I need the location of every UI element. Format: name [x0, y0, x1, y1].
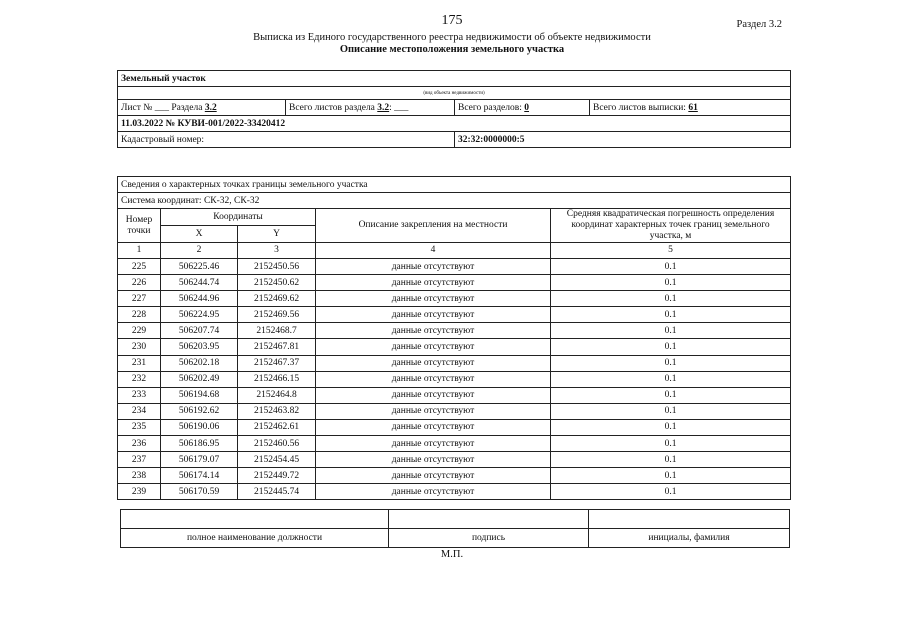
- coord-x: 506202.18: [161, 355, 238, 371]
- point-error: 0.1: [551, 419, 791, 435]
- point-error: 0.1: [551, 307, 791, 323]
- col-y-header: Y: [238, 226, 316, 243]
- coord-x: 506224.95: [161, 307, 238, 323]
- table-row: [118, 259, 791, 275]
- document-title: Выписка из Единого государственного реестра недвижимости об объекте недвижимости: [253, 32, 651, 43]
- coord-y: 2152450.62: [238, 275, 316, 291]
- coord-x: 506203.95: [161, 339, 238, 355]
- point-number: 229: [118, 323, 161, 339]
- point-description: данные отсутствуют: [316, 484, 551, 500]
- coord-y: 2152454.45: [238, 452, 316, 468]
- position-blank: [121, 510, 389, 529]
- total-sheets-value: 61: [688, 102, 698, 113]
- col-index-1: 1: [118, 243, 161, 259]
- point-error: 0.1: [551, 275, 791, 291]
- point-number: 225: [118, 259, 161, 275]
- coord-system: Система координат: СК-32, СК-32: [118, 193, 791, 209]
- document-subtitle: Описание местоположения земельного участка: [339, 44, 565, 55]
- point-error: 0.1: [551, 484, 791, 500]
- coord-x: 506186.95: [161, 436, 238, 452]
- total-sheets-section-label: Всего листов раздела: [289, 102, 375, 113]
- coord-x: 506194.68: [161, 387, 238, 403]
- coord-y: 2152469.62: [238, 291, 316, 307]
- coord-y: 2152449.72: [238, 468, 316, 484]
- coord-y: 2152463.82: [238, 403, 316, 419]
- section-prefix: Раздела: [171, 102, 203, 113]
- sheet-label: Лист №: [121, 102, 153, 113]
- table-row: [118, 275, 791, 291]
- coord-x: 506207.74: [161, 323, 238, 339]
- table-row: [118, 307, 791, 323]
- point-number: 227: [118, 291, 161, 307]
- col-index-5: 5: [551, 243, 791, 259]
- point-number: 232: [118, 371, 161, 387]
- total-sheets-label: Всего листов выписки:: [593, 102, 686, 113]
- total-sheets-section-cell: Всего листов раздела 3.2: ___: [286, 100, 455, 116]
- table-row: [118, 387, 791, 403]
- point-error: 0.1: [551, 371, 791, 387]
- col-error-header: Средняя квадратическая погрешность определения координат характерных точек границ земельного участка, м: [551, 209, 791, 243]
- point-description: данные отсутствуют: [316, 323, 551, 339]
- point-number: 239: [118, 484, 161, 500]
- cadastral-label: Кадастровый номер:: [118, 132, 455, 148]
- section-value: 3.2: [204, 102, 217, 113]
- coord-y: 2152468.7: [238, 323, 316, 339]
- signature-table: [120, 509, 790, 548]
- coord-y: 2152462.61: [238, 419, 316, 435]
- coord-y: 2152460.56: [238, 436, 316, 452]
- header-table: [117, 70, 791, 148]
- col-x-header: X: [161, 226, 238, 243]
- point-description: данные отсутствуют: [316, 387, 551, 403]
- points-title: Сведения о характерных точках границы земельного участка: [118, 177, 791, 193]
- col-index-2: 2: [161, 243, 238, 259]
- coord-y: 2152469.56: [238, 307, 316, 323]
- point-description: данные отсутствуют: [316, 403, 551, 419]
- cadastral-value: 32:32:0000000:5: [455, 132, 791, 148]
- coord-y: 2152467.37: [238, 355, 316, 371]
- point-description: данные отсутствуют: [316, 436, 551, 452]
- point-description: данные отсутствуют: [316, 291, 551, 307]
- coord-y: 2152466.15: [238, 371, 316, 387]
- coord-x: 506225.46: [161, 259, 238, 275]
- point-number: 231: [118, 355, 161, 371]
- point-number: 230: [118, 339, 161, 355]
- section-label: Раздел 3.2: [736, 19, 782, 30]
- coord-y: 2152450.56: [238, 259, 316, 275]
- sheet-number-cell: Лист № ___ Раздела 3.2: [118, 100, 286, 116]
- table-row: [118, 355, 791, 371]
- point-description: данные отсутствуют: [316, 339, 551, 355]
- point-description: данные отсутствуют: [316, 419, 551, 435]
- point-error: 0.1: [551, 259, 791, 275]
- total-sheets-section-value: 3.2: [377, 102, 390, 113]
- point-description: данные отсутствуют: [316, 468, 551, 484]
- table-row: [118, 419, 791, 435]
- point-number: 238: [118, 468, 161, 484]
- point-error: 0.1: [551, 323, 791, 339]
- coord-x: 506174.14: [161, 468, 238, 484]
- signature-blank: [389, 510, 589, 529]
- points-table: [117, 176, 791, 500]
- point-number: 237: [118, 452, 161, 468]
- total-sections-value: 0: [524, 102, 530, 113]
- name-blank: [589, 510, 790, 529]
- point-number: 234: [118, 403, 161, 419]
- col-index-3: 3: [238, 243, 316, 259]
- point-description: данные отсутствуют: [316, 452, 551, 468]
- point-error: 0.1: [551, 291, 791, 307]
- stamp-label: М.П.: [440, 549, 464, 560]
- point-description: данные отсутствуют: [316, 275, 551, 291]
- table-row: [118, 371, 791, 387]
- page-number: 175: [441, 13, 463, 28]
- point-number: 226: [118, 275, 161, 291]
- point-description: данные отсутствуют: [316, 259, 551, 275]
- point-error: 0.1: [551, 468, 791, 484]
- point-number: 233: [118, 387, 161, 403]
- point-description: данные отсутствуют: [316, 307, 551, 323]
- table-row: [118, 452, 791, 468]
- table-row: [118, 484, 791, 500]
- total-sheets-cell: [590, 100, 791, 116]
- col-index-4: 4: [316, 243, 551, 259]
- point-error: 0.1: [551, 339, 791, 355]
- point-number: 228: [118, 307, 161, 323]
- coord-y: 2152467.81: [238, 339, 316, 355]
- col-description-header: Описание закрепления на местности: [316, 209, 551, 243]
- point-error: 0.1: [551, 403, 791, 419]
- position-label: полное наименование должности: [121, 529, 389, 548]
- point-error: 0.1: [551, 436, 791, 452]
- point-error: 0.1: [551, 387, 791, 403]
- name-label: инициалы, фамилия: [589, 529, 790, 548]
- table-row: [118, 403, 791, 419]
- object-type-hint: (вид объекта недвижимости): [118, 87, 791, 100]
- point-description: данные отсутствуют: [316, 355, 551, 371]
- col-number-header: Номер точки: [118, 209, 161, 243]
- point-error: 0.1: [551, 355, 791, 371]
- coord-x: 506244.74: [161, 275, 238, 291]
- coord-x: 506170.59: [161, 484, 238, 500]
- point-description: данные отсутствуют: [316, 371, 551, 387]
- coord-x: 506190.06: [161, 419, 238, 435]
- coord-x: 506202.49: [161, 371, 238, 387]
- col-coords-header: Координаты: [161, 209, 316, 226]
- date-number: 11.03.2022 № КУВИ-001/2022-33420412: [118, 116, 791, 132]
- table-row: [118, 436, 791, 452]
- point-error: 0.1: [551, 452, 791, 468]
- signature-label: подпись: [389, 529, 589, 548]
- coord-y: 2152445.74: [238, 484, 316, 500]
- point-number: 236: [118, 436, 161, 452]
- total-sections-label: Всего разделов:: [458, 102, 522, 113]
- table-row: [118, 291, 791, 307]
- coord-y: 2152464.8: [238, 387, 316, 403]
- table-row: [118, 339, 791, 355]
- object-type: Земельный участок: [118, 71, 791, 87]
- table-row: [118, 323, 791, 339]
- points-body: [118, 259, 791, 500]
- coord-x: 506179.07: [161, 452, 238, 468]
- coord-x: 506244.96: [161, 291, 238, 307]
- total-sections-cell: [455, 100, 590, 116]
- table-row: [118, 468, 791, 484]
- coord-x: 506192.62: [161, 403, 238, 419]
- point-number: 235: [118, 419, 161, 435]
